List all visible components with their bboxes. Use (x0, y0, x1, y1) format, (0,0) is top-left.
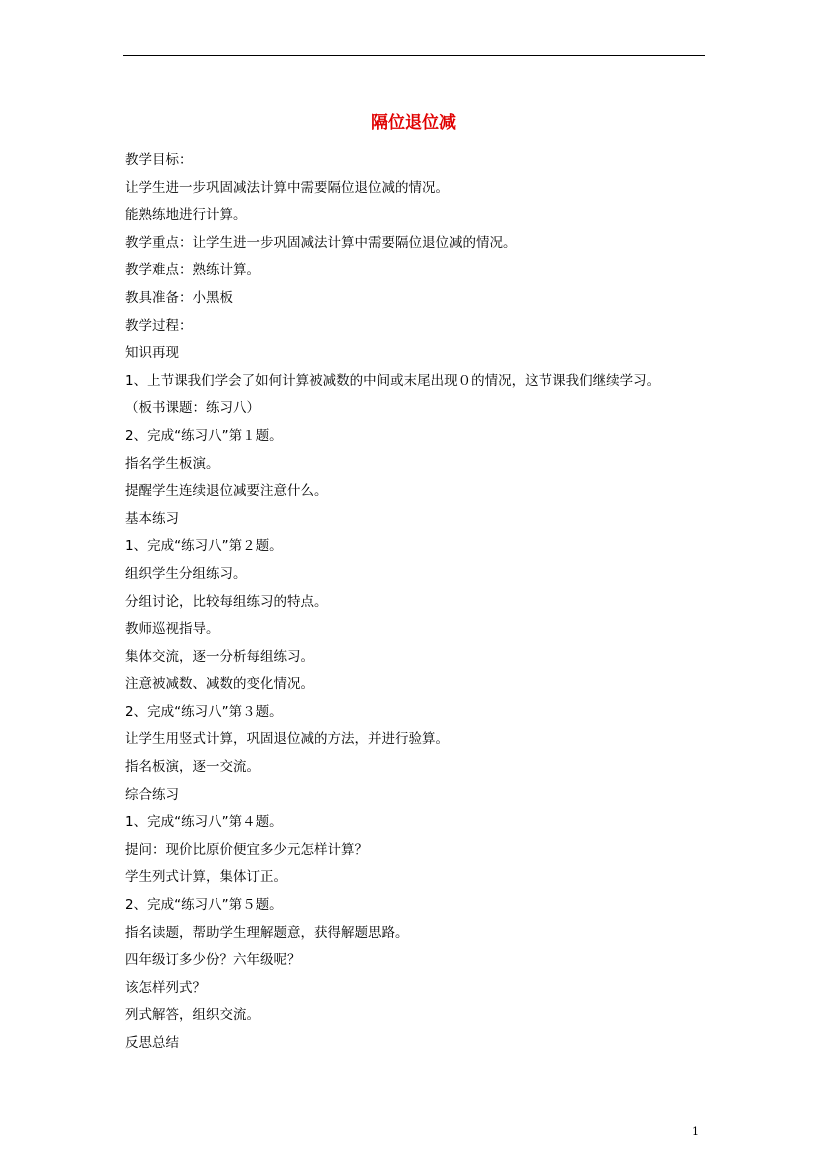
paragraph-line: 综合练习 (125, 786, 179, 803)
header-rule (123, 55, 705, 56)
paragraph-line: 提问：现价比原价便宜多少元怎样计算？ (125, 841, 368, 858)
paragraph-line: 教具准备：小黑板 (125, 289, 233, 306)
document-title: 隔位退位减 (371, 113, 456, 133)
page-number: 1 (692, 1125, 699, 1138)
paragraph-line: 教学重点：让学生进一步巩固减法计算中需要隔位退位减的情况。 (125, 234, 517, 251)
paragraph-line: 学生列式计算，集体订正。 (125, 869, 287, 886)
paragraph-line: 指名学生板演。 (125, 455, 220, 472)
paragraph-line: 1、完成“练习八”第４题。 (125, 814, 283, 831)
paragraph-line: 教学难点：熟练计算。 (125, 262, 260, 279)
paragraph-line: 知识再现 (125, 345, 179, 362)
paragraph-line: 反思总结 (125, 1035, 179, 1051)
paragraph-line: 2、完成“练习八”第５题。 (125, 897, 283, 914)
paragraph-line: 能熟练地进行计算。 (125, 207, 247, 224)
paragraph-line: 分组讨论，比较每组练习的特点。 (125, 593, 328, 610)
paragraph-line: 教师巡视指导。 (125, 621, 220, 638)
paragraph-line: 让学生进一步巩固减法计算中需要隔位退位减的情况。 (125, 179, 449, 196)
paragraph-line: 基本练习 (125, 510, 179, 527)
paragraph-line: 指名板演，逐一交流。 (125, 759, 260, 776)
paragraph-line: 教学过程： (125, 317, 193, 334)
paragraph-line: 集体交流，逐一分析每组练习。 (125, 648, 314, 665)
paragraph-line: （板书课题：练习八） (125, 400, 260, 417)
paragraph-line: 1、上节课我们学会了如何计算被减数的中间或末尾出现０的情况，这节课我们继续学习。 (125, 372, 661, 389)
paragraph-line: 四年级订多少份？六年级呢？ (125, 952, 301, 969)
paragraph-line: 指名读题，帮助学生理解题意，获得解题思路。 (125, 924, 409, 941)
paragraph-line: 让学生用竖式计算，巩固退位减的方法，并进行验算。 (125, 731, 449, 748)
paragraph-line: 教学目标： (125, 152, 193, 168)
paragraph-line: 2、完成“练习八”第１题。 (125, 427, 283, 444)
paragraph-line: 2、完成“练习八”第３题。 (125, 703, 283, 720)
paragraph-line: 列式解答，组织交流。 (125, 1007, 260, 1024)
paragraph-line: 组织学生分组练习。 (125, 565, 247, 582)
paragraph-line: 该怎样列式？ (125, 979, 206, 996)
document-body (125, 147, 725, 1058)
paragraph-line: 1、完成“练习八”第２题。 (125, 538, 283, 555)
paragraph-line: 提醒学生连续退位减要注意什么。 (125, 483, 328, 500)
paragraph-line: 注意被减数、减数的变化情况。 (125, 676, 314, 693)
